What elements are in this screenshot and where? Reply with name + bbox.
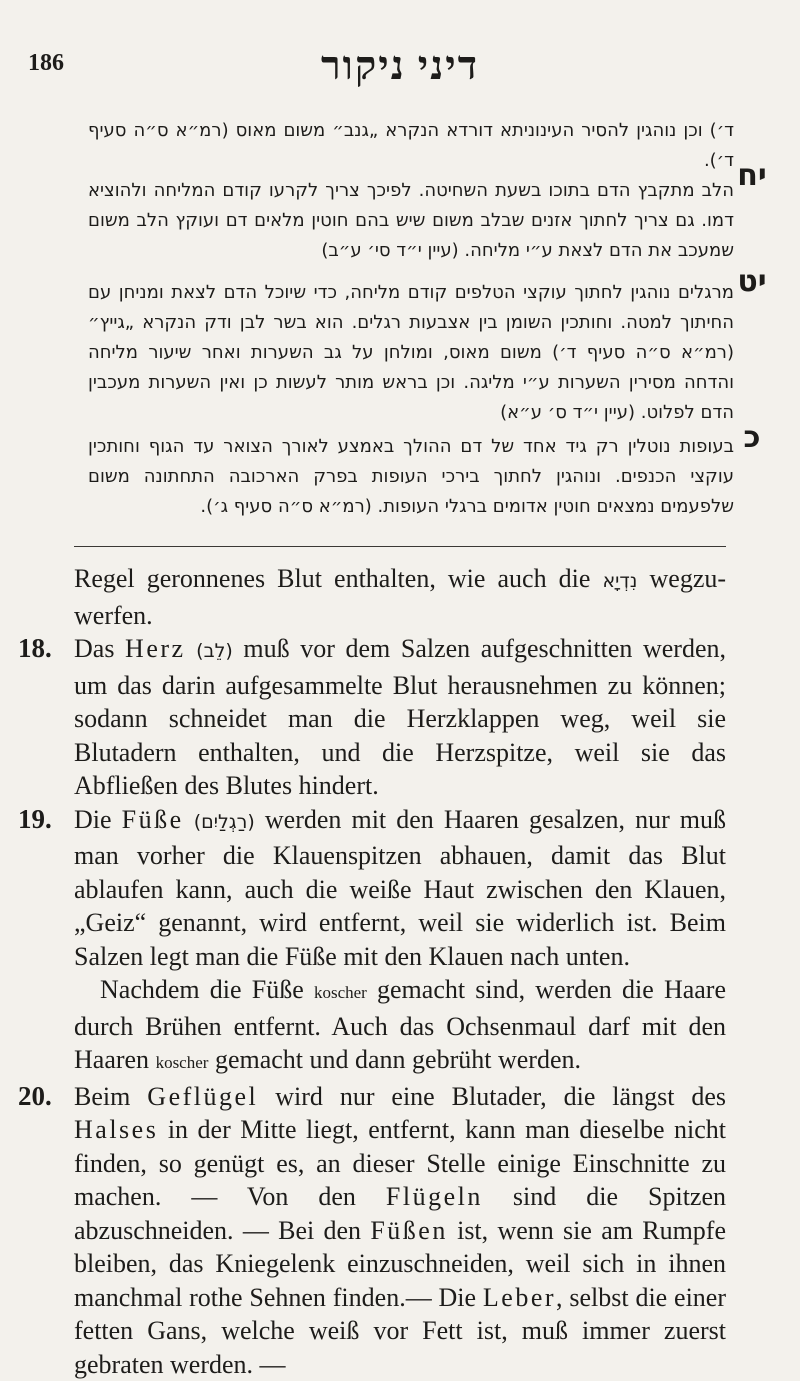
german-section-18 bbox=[74, 632, 726, 803]
running-head: דיני ניקור bbox=[0, 42, 800, 89]
section-number: 19. bbox=[18, 803, 52, 837]
section-term: Herz bbox=[125, 634, 186, 663]
hebrew-section-num: כ bbox=[732, 420, 772, 455]
continuation-hebrew-term: נִדְיָא bbox=[602, 570, 637, 592]
continuation-end: wegzu-werfen. bbox=[74, 564, 726, 630]
section-term: Leber bbox=[483, 1283, 556, 1312]
section-text: wird nur eine Blutader, die längst des bbox=[275, 1082, 726, 1111]
sub-text: gemacht und dann gebrüht werden. bbox=[215, 1045, 581, 1074]
section-text: , selbst die einer fetten Gans, welche weiß vor Fett ist, muß immer zuerst gebraten werden. — bbox=[74, 1283, 726, 1379]
hebrew-paragraph: הלב מתקבץ הדם בתוכו בשעת השחיטה. לפיכך צריך לקרעו קודם המליחה ולהוציא דמו. גם צריך לחתוך אזנים שבלב משום שיש בהם חוטין מלאים דם ועוקץ הלב משום שמעכב את הדם לצאת ע״י מליחה. (עיין י״ד סי׳ ע״ב) bbox=[88, 176, 734, 266]
sub-small-word: koscher bbox=[314, 983, 367, 1002]
section-text: Beim bbox=[74, 1082, 130, 1111]
section-term: Flügeln bbox=[386, 1182, 483, 1211]
section-term-hebrew: (לֵב) bbox=[196, 640, 233, 662]
german-section-19-sub bbox=[74, 973, 726, 1080]
page-number: 186 bbox=[28, 50, 64, 77]
sub-text: gemacht sind, werden die Haare durch Brühen entfernt. Auch das Ochsenmaul darf mit den Haaren bbox=[74, 975, 726, 1074]
separator-rule bbox=[74, 546, 726, 547]
section-term: Füßen bbox=[370, 1216, 448, 1245]
section-number: 20. bbox=[18, 1080, 52, 1114]
hebrew-section-num: יח bbox=[732, 158, 772, 193]
section-text: muß vor dem Salzen aufgeschnitten werden, um das darin aufgesammelte Blut herausnehmen zu können; sodann schneidet man die Herzklappen weg, weil sie Blutadern enthalten, und die Herzspitze, weil sie das Abfließen des Blutes hindert. bbox=[74, 634, 726, 800]
section-term-hebrew: (רַגְלַיִם) bbox=[194, 811, 255, 833]
hebrew-paragraph: מרגלים נוהגין לחתוך עוקצי הטלפים קודם מליחה, כדי שיוכל הדם לצאת ומניחן עם החיתוך למטה. וחותכין השומן בין אצבעות רגלים. הוא בשר לבן ודק הנקרא „גייץ״ (רמ״א ס״ה סעיף ד׳) משום מאוס, ומולחן על גב השערות ואחר שיעור מליחה והדחה מסירין השערות ע״י מליגה. וכן בראש מותר לעשות כן ואין השערות מעכבין הדם לפלוט. (עיין י״ד ס׳ ע״א) bbox=[88, 278, 734, 428]
section-term: Geflügel bbox=[147, 1082, 258, 1111]
section-lead: Das bbox=[74, 634, 114, 663]
hebrew-block bbox=[88, 432, 734, 522]
section-lead: Die bbox=[74, 805, 112, 834]
section-term: Halses bbox=[74, 1115, 158, 1144]
german-block bbox=[74, 562, 726, 1381]
section-term: Füße bbox=[122, 805, 184, 834]
german-continuation bbox=[74, 562, 726, 632]
sub-text: Nachdem die Füße bbox=[100, 975, 304, 1004]
hebrew-block bbox=[88, 176, 734, 266]
hebrew-paragraph: ד׳) וכן נוהגין להסיר העינוניתא דורדא הנקרא „גנב״ משום מאוס (רמ״א ס״ה סעיף ד׳). bbox=[88, 116, 734, 176]
section-text: sind die Spitzen abzuschneiden. — Bei den bbox=[74, 1182, 726, 1245]
hebrew-section-num: יט bbox=[732, 264, 772, 299]
hebrew-block bbox=[88, 116, 734, 176]
continuation-text: Regel geronnenes Blut enthalten, wie auch die bbox=[74, 564, 590, 593]
german-section-19 bbox=[74, 803, 726, 974]
hebrew-block bbox=[88, 278, 734, 428]
section-number: 18. bbox=[18, 632, 52, 666]
german-section-20 bbox=[74, 1080, 726, 1381]
section-text: in der Mitte liegt, entfernt, kann man dieselbe nicht finden, so genügt es, an dieser Stelle einige Einschnitte zu machen. — Von den bbox=[74, 1115, 726, 1211]
section-text: ist, wenn sie am Rumpfe bleiben, das Kniegelenk einzuschneiden, weil sich in ihnen manchmal rothe Sehnen finden.— Die bbox=[74, 1216, 726, 1312]
sub-small-word: koscher bbox=[156, 1053, 209, 1072]
section-text: werden mit den Haaren gesalzen, nur muß man vorher die Klauenspitzen abhauen, damit das Blut ablaufen kann, auch die weiße Haut zwischen den Klauen, „Geiz“ genannt, wird entfernt, weil sie widerlich ist. Beim Salzen legt man die Füße mit den Klauen nach unten. bbox=[74, 805, 726, 971]
hebrew-paragraph: בעופות נוטלין רק גיד אחד של דם ההולך באמצע לאורך הצואר עד הגוף וחותכין עוקצי הכנפים. ונוהגין לחתוך בירכי העופות בפרק הארכובה התחתונה משום שלפעמים נמצאים חוטין אדומים ברגלי העופות. (רמ״א ס״ה סעיף ג׳). bbox=[88, 432, 734, 522]
